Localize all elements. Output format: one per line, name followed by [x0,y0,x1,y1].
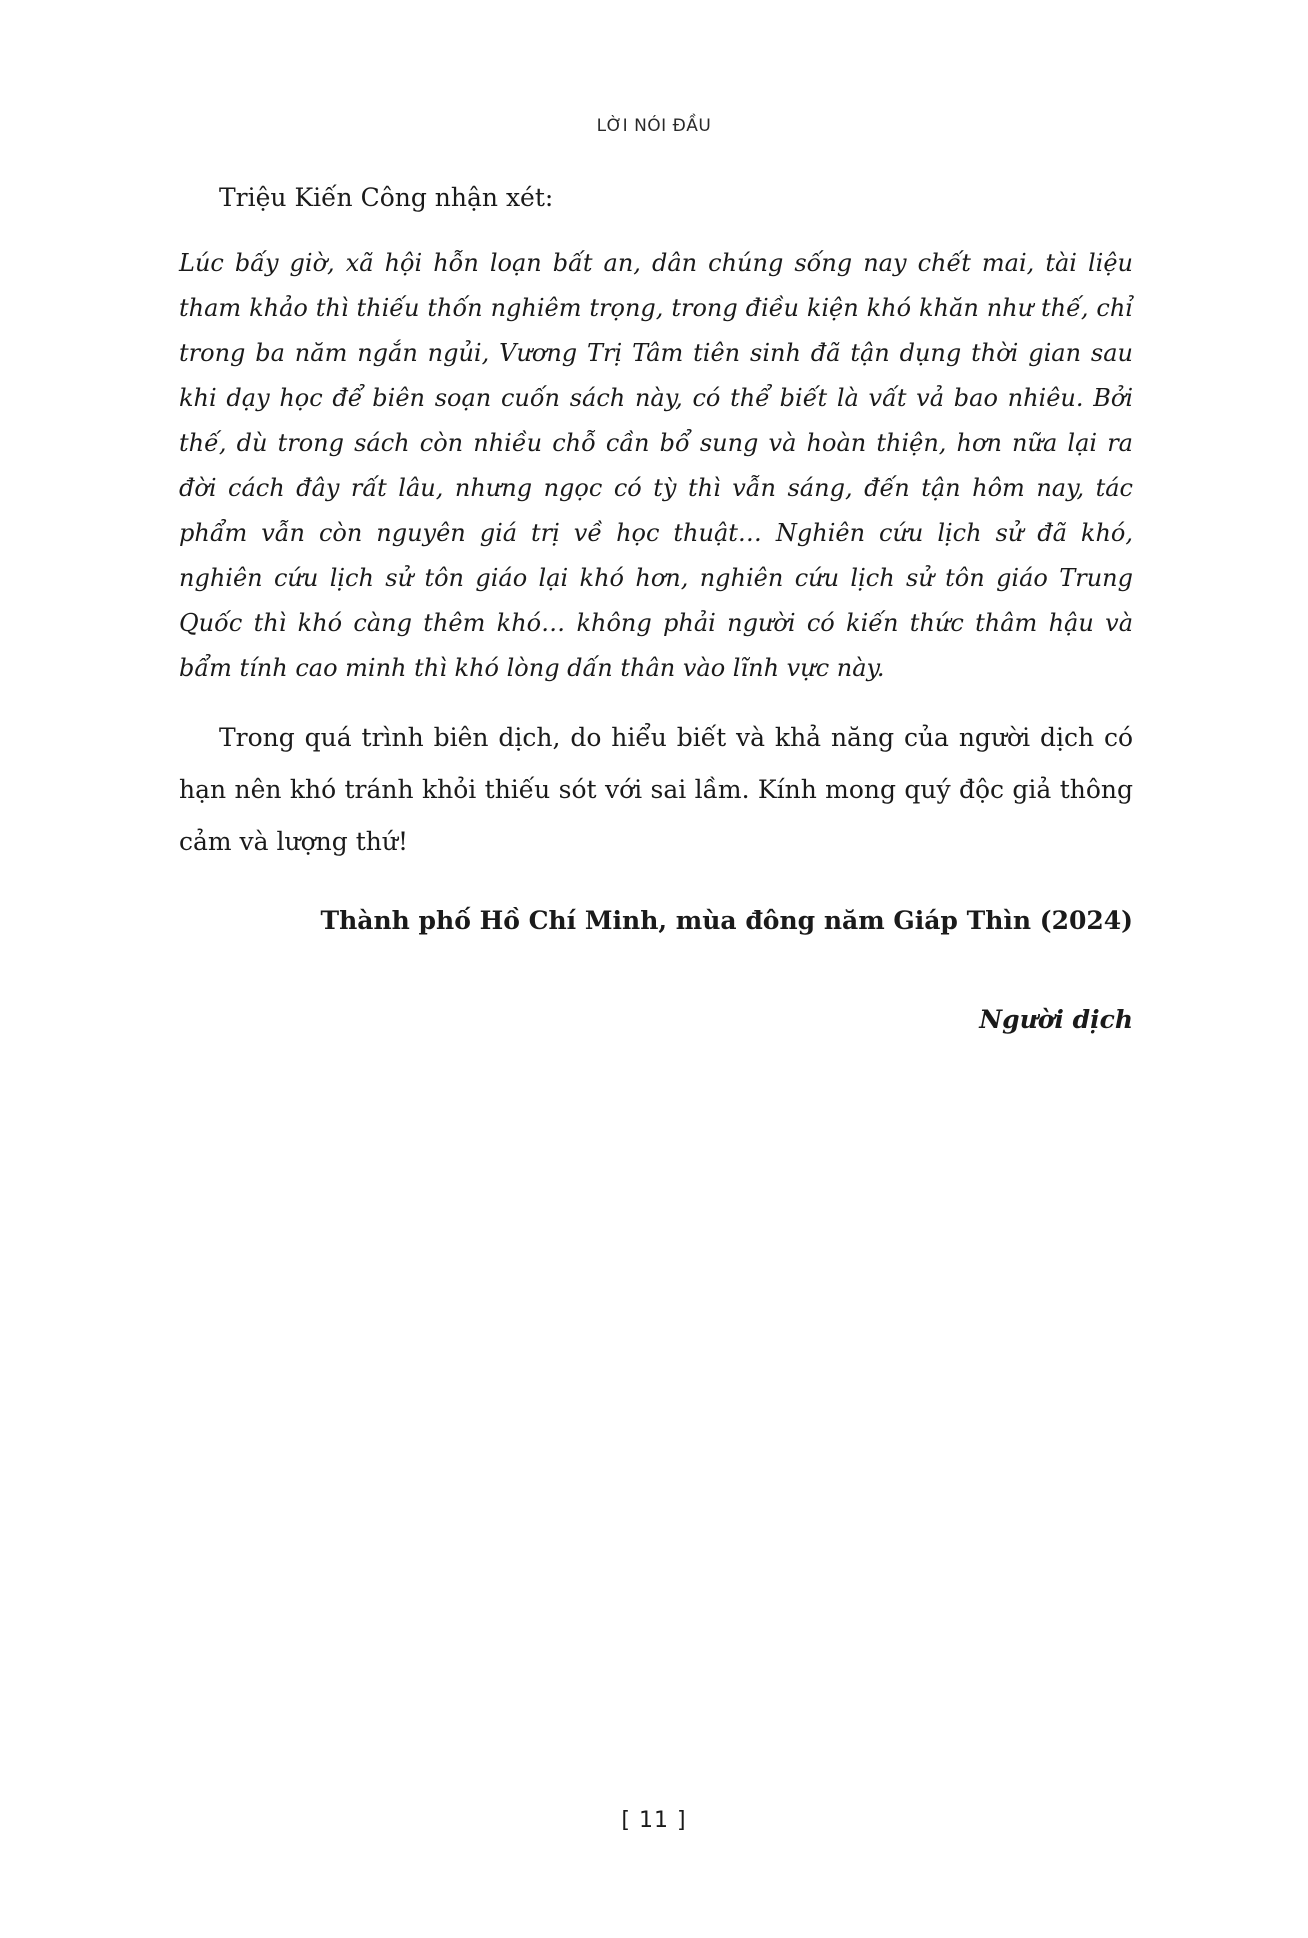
closing-paragraph: Trong quá trình biên dịch, do hiểu biết và khả năng của người dịch có hạn nên khó tránh khỏi thiếu sót với sai lầm. Kính mong quý độc giả thông cảm và lượng thứ! [179,723,1133,856]
page-number: [ 11 ] [621,1808,687,1833]
running-header: LỜI NÓI ĐẦU [596,116,712,136]
intro-paragraph: Triệu Kiến Công nhận xét: [219,183,554,212]
quote-paragraph: Lúc bấy giờ, xã hội hỗn loạn bất an, dân chúng sống nay chết mai, tài liệu tham khảo thì thiếu thốn nghiêm trọng, trong điều kiện khó khăn như thế, chỉ trong ba năm ngắn ngủi, Vương Trị Tâm tiên sinh đã tận dụng thời gian sau khi dạy học để biên soạn cuốn sách này, có thể biết là vất vả bao nhiêu. Bởi thế, dù trong sách còn nhiều chỗ cần bổ sung và hoàn thiện, hơn nữa lại ra đời cách đây rất lâu, nhưng ngọc có tỳ thì vẫn sáng, đến tận hôm nay, tác phẩm vẫn còn nguyên giá trị về học thuật… Nghiên cứu lịch sử đã khó, nghiên cứu lịch sử tôn giáo lại khó hơn, nghiên cứu lịch sử tôn giáo Trung Quốc thì khó càng thêm khó… không phải người có kiến thức thâm hậu và bẩm tính cao minh thì khó lòng dấn thân vào lĩnh vực này. [179,249,1133,682]
translator-signature: Người dịch [979,1005,1133,1034]
place-date-line: Thành phố Hồ Chí Minh, mùa đông năm Giáp Thìn (2024) [320,906,1133,935]
